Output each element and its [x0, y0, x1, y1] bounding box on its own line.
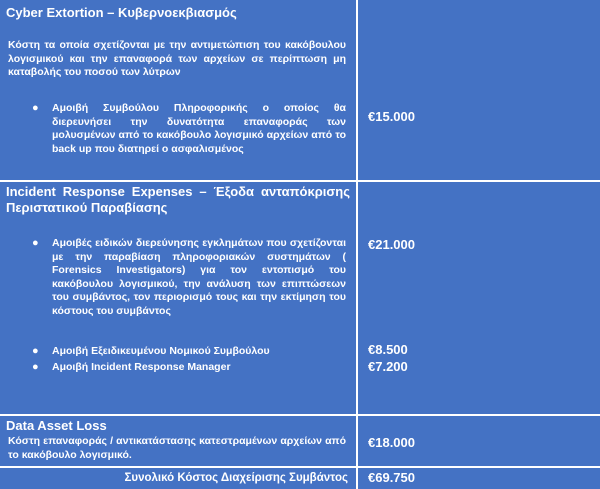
bullet-dot-icon: ●: [32, 102, 39, 114]
incident-response-amount-manager: €7.200: [368, 359, 408, 374]
section-title-incident-response: Incident Response Expenses – Έξοδα ανταπόκρισης Περιστατικού Παραβίασης: [6, 184, 350, 215]
incident-response-bullet-manager: [32, 361, 346, 375]
section-title-data-asset-loss: Data Asset Loss: [6, 418, 107, 433]
bullet-dot-icon: ●: [32, 345, 39, 357]
incident-response-amount-legal: €8.500: [368, 342, 408, 357]
total-label-cell: [0, 468, 356, 489]
bullet-dot-icon: ●: [32, 237, 39, 249]
total-amount: €69.750: [368, 470, 415, 485]
cyber-extortion-amount: €15.000: [368, 109, 415, 124]
total-label: Συνολικό Κόστος Διαχείρισης Συμβάντος: [124, 472, 348, 484]
cyber-extortion-bullet-text: Αμοιβή Συμβούλου Πληροφορικής ο οποίος θα διερευνήσει την δυνατότητα επαναφοράς των μολυσμένων από το κακόβουλο λογισμικό αρχείων από το back up που διατηρεί ο ασφαλισμένος: [52, 102, 346, 155]
cyber-extortion-amount-cell: [358, 0, 600, 180]
data-asset-loss-description-cell: [0, 416, 356, 466]
incident-response-bullet-manager-text: Αμοιβή Incident Response Manager: [52, 361, 231, 373]
incident-response-bullet-forensics: [32, 237, 346, 318]
incident-response-amount-cell: [358, 182, 600, 414]
cyber-extortion-description-cell: [0, 0, 356, 180]
incident-response-bullet-legal: [32, 345, 346, 359]
data-asset-loss-amount-cell: [358, 416, 600, 466]
incident-response-description-cell: [0, 182, 356, 414]
total-amount-cell: [358, 468, 600, 489]
incident-response-amount-forensics: €21.000: [368, 237, 415, 252]
cyber-extortion-description: Κόστη τα οποία σχετίζονται με την αντιμετώπιση του κακόβουλου λογισμικού και την επαναφορά των αρχείων σε περίπτωση μη καταβολής του ποσού των λύτρων: [8, 39, 346, 78]
data-asset-loss-amount: €18.000: [368, 435, 415, 450]
section-title-cyber-extortion: Cyber Extortion – Κυβερνοεκβιασμός: [6, 5, 237, 20]
incident-response-bullet-legal-text: Αμοιβή Εξειδικευμένου Νομικού Συμβούλου: [52, 345, 270, 357]
data-asset-loss-description: Κόστη επαναφοράς / αντικατάστασης κατεστραμένων αρχείων από το κακόβουλο λογισμικό.: [8, 435, 346, 461]
incident-response-bullet-forensics-text: Αμοιβές ειδικών διερεύνησης εγκλημάτων που σχετίζονται με την παραβίαση πληροφοριακών συστημάτων ( Forensics Investigators) για τον εντοπισμό του κακόβουλου λογισμικού, την ανάλυση των επιπτώσεων του συμβάντος, τον περιορισμό τους και την εκτίμηση του κόστους του συμβάντος: [52, 237, 346, 317]
cyber-extortion-bullet: [32, 102, 346, 156]
bullet-dot-icon: ●: [32, 361, 39, 373]
